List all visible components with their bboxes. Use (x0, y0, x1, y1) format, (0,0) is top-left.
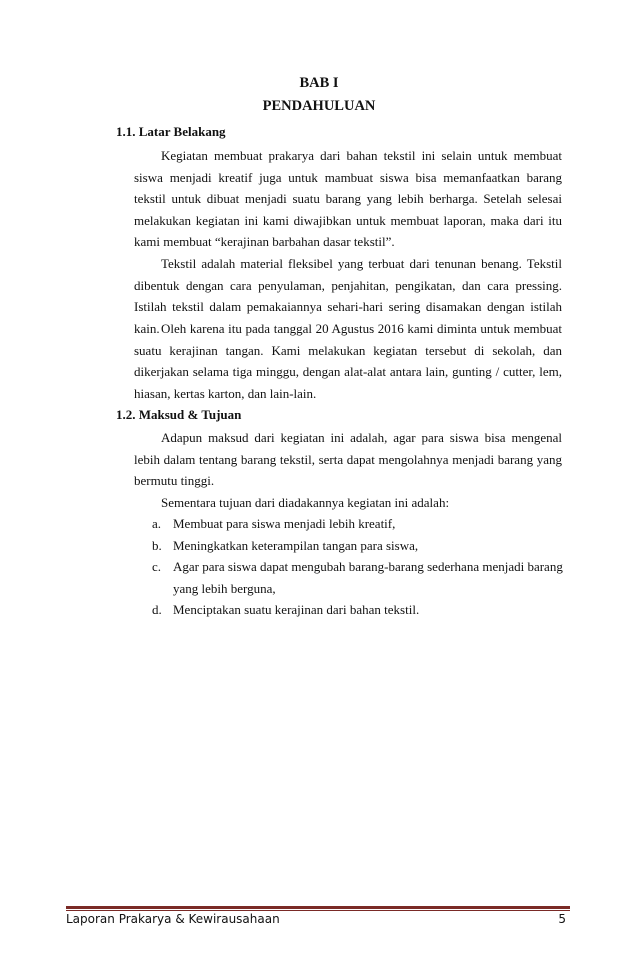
list-marker: b. (152, 537, 162, 553)
tujuan-list (152, 513, 564, 621)
paragraph-latar-belakang-2: Tekstil adalah material fleksibel yang terbuat dari tenunan benang. Tekstil dibentuk dengan cara penyulaman, penjahitan, pengikatan, dan cara pressing. Istilah tekstil dalam pemakaiannya sehari-hari sering disamakan dengan istilah kain. (134, 256, 562, 336)
list-marker: c. (152, 559, 162, 575)
chapter-label: BAB I (299, 75, 339, 91)
paragraph-maksud: Adapun maksud dari kegiatan ini adalah, agar para siswa bisa mengenal lebih dalam tentang barang tekstil, serta dapat mengolahnya menjadi barang yang bermutu tinggi. (134, 430, 562, 489)
paragraph-tujuan-intro: Sementara tujuan dari diadakannya kegiatan ini adalah: (161, 495, 450, 510)
list-item-text: Meningkatkan keterampilan tangan para siswa, (173, 537, 419, 553)
list-marker: d. (152, 602, 162, 618)
section-heading-latar-belakang: 1.1. Latar Belakang (116, 124, 226, 139)
section-heading-maksud-tujuan: 1.2. Maksud & Tujuan (116, 407, 242, 422)
footer-divider (66, 906, 570, 909)
paragraph-latar-belakang-1: Kegiatan membuat prakarya dari bahan tekstil ini selain untuk membuat siswa menjadi kreatif juga untuk mambuat siswa bisa memanfaatkan barang tekstil untuk dibuat menjadi suatu barang yang lebih berharga. Setelah selesai melakukan kegiatan ini kami diwajibkan untuk membuat laporan, maka dari itu kami membuat “kerajinan barbahan dasar tekstil”. (134, 148, 562, 250)
page-number: 5 (558, 912, 566, 926)
list-item (152, 513, 564, 535)
list-item (152, 599, 564, 621)
list-item (152, 535, 564, 557)
list-item-text: Membuat para siswa menjadi lebih kreatif, (173, 516, 396, 531)
footer-title: Laporan Prakarya & Kewirausahaan (66, 912, 280, 926)
list-item (152, 556, 564, 599)
footer-divider-thin (66, 910, 570, 911)
list-item-text: Agar para siswa dapat mengubah barang-barang sederhana menjadi barang yang lebih berguna, (173, 559, 563, 596)
chapter-title: PENDAHULUAN (262, 98, 376, 114)
paragraph-latar-belakang-3: Oleh karena itu pada tanggal 20 Agustus 2016 kami diminta untuk membuat suatu kerajinan tangan. Kami melakukan kegiatan tersebut di sekolah, dan dikerjakan selama tiga minggu, dengan alat-alat antara lain, gunting / cutter, lem, hiasan, kertas karton, dan lain-lain. (134, 321, 562, 401)
list-item-text: Menciptakan suatu kerajinan dari bahan tekstil. (173, 602, 420, 618)
list-marker: a. (152, 516, 162, 531)
